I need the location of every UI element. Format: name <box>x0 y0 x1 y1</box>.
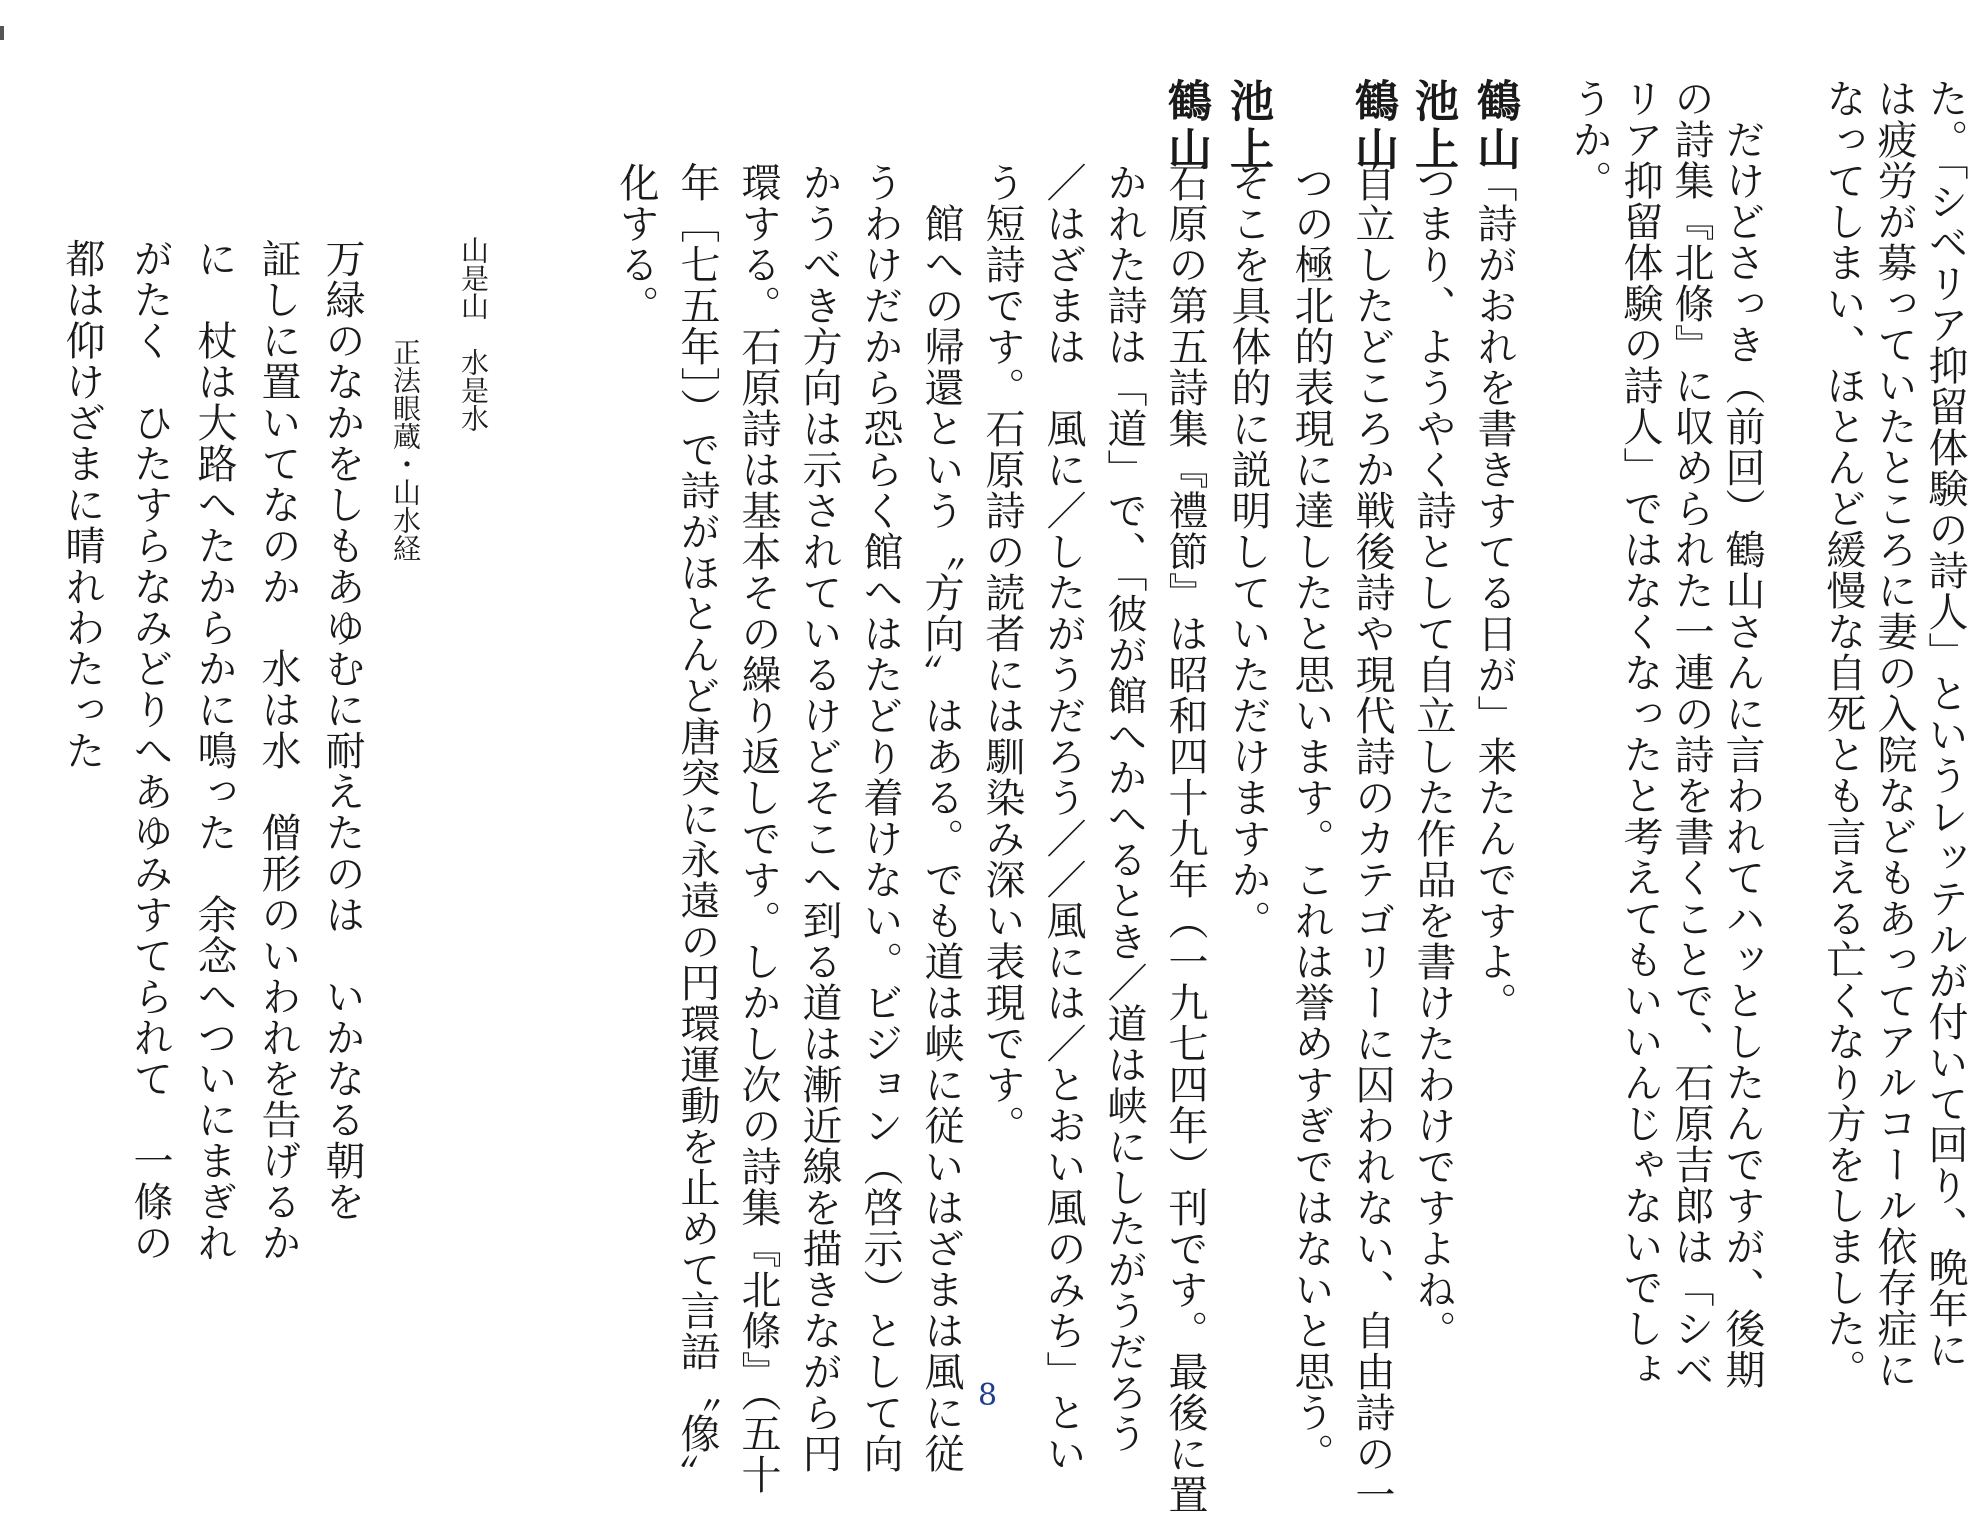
body-line: だけどさっき（前回）鶴山さんに言われてハッとしたんですが、後期 <box>1719 78 1765 1390</box>
body-line: う短詩です。石原詩の読者には馴染み深い表現です。 <box>979 162 1025 1146</box>
body-line: うわけだから恐らく館へはたどり着けない。ビジョン（啓示）として向 <box>857 162 903 1474</box>
poem-line: 万緑のなかをしもあゆむに耐えたのは いかなる朝を <box>319 238 365 1222</box>
body-line: そこを具体的に説明していただけますか。 <box>1225 162 1271 941</box>
body-line: 環する。石原詩は基本その繰り返しです。しかし次の詩集『北條』（五十 <box>735 162 781 1495</box>
body-line: うか。 <box>1566 78 1612 201</box>
body-line: 館への帰還という〝方向〟はある。でも道は峡に従いはざまは風に従 <box>918 162 964 1474</box>
speaker-label: 鶴山 <box>1347 78 1398 174</box>
body-line: つまり、ようやく詩として自立した作品を書けたわけですよね。 <box>1410 162 1456 1351</box>
body-line: かれた詩は「道」で、「彼が館へかへるとき／道は峡にしたがうだろう <box>1101 162 1147 1454</box>
body-line: 「詩がおれを書きすてる日が」来たんですよ。 <box>1471 162 1517 1023</box>
body-line: なってしまい、ほとんど緩慢な自死とも言える亡くなり方をしました。 <box>1820 78 1866 1390</box>
body-line: 自立したどころか戦後詩や現代詩のカテゴリーに囚われない、自由詩の一 <box>1349 162 1395 1515</box>
body-line: た。「シベリア抑留体験の詩人」というレッテルが付いて回り、晩年に <box>1922 78 1968 1370</box>
speaker-label: 鶴山 <box>1469 78 1520 174</box>
body-line: ／はざまは 風に／したがうだろう／／風には／とおい風のみち」とい <box>1040 162 1086 1474</box>
speaker-label: 鶴山 <box>1160 78 1211 174</box>
body-line: 化する。 <box>613 162 659 326</box>
body-line: かうべき方向は示されているけどそこへ到る道は漸近線を描きながら円 <box>796 162 842 1474</box>
poem-title: 山是山 水是水 <box>457 236 490 432</box>
body-line: は疲労が募っていたところに妻の入院などもあってアルコール依存症に <box>1871 78 1917 1390</box>
body-line: 年［七五年］）で詩がほとんど唐突に永遠の円環運動を止めて言語〝像〟 <box>674 162 720 1495</box>
speaker-label: 池上 <box>1222 78 1273 174</box>
poem-line: 証しに置いてなのか 水は水 僧形のいわれを告げるか <box>255 238 301 1263</box>
poem-line: がたく ひたすらなみどりへあゆみすてられて 一條の <box>127 238 173 1263</box>
poem-source: 正法眼蔵・山水経 <box>389 338 422 562</box>
body-line: 石原の第五詩集『禮節』は昭和四十九年（一九七四年）刊です。最後に置 <box>1162 162 1208 1515</box>
speaker-label: 池上 <box>1407 78 1458 174</box>
page-edge-mark <box>0 26 4 40</box>
page-number: 8 <box>978 1378 998 1413</box>
body-line: リア抑留体験の詩人」ではなくなったと考えてもいいんじゃないでしょ <box>1617 78 1663 1390</box>
body-line: の詩集『北條』に収められた一連の詩を書くことで、石原吉郎は「シベ <box>1668 78 1714 1390</box>
poem-line: 都は仰けざまに晴れわたった <box>59 238 105 771</box>
body-line: つの極北的表現に達したと思います。これは誉めすぎではないと思う。 <box>1288 162 1334 1474</box>
poem-line: に 杖は大路へたからかに鳴った 余念へついにまぎれ <box>191 238 237 1263</box>
